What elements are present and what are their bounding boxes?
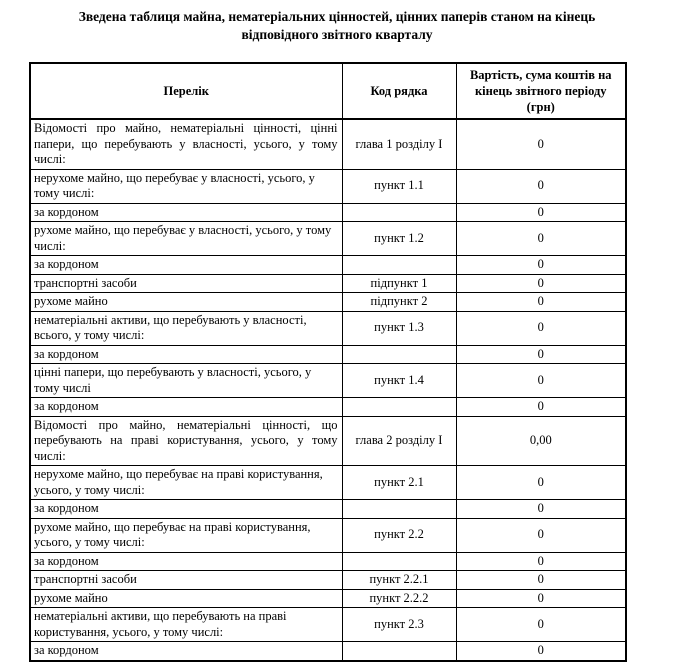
row-code	[342, 552, 456, 571]
row-code: глава 1 розділу I	[342, 119, 456, 169]
header-col-row-code: Код рядка	[342, 63, 456, 119]
row-label: транспортні засоби	[30, 274, 342, 293]
table-header-row	[30, 63, 626, 119]
row-code: пункт 2.2.1	[342, 571, 456, 590]
table-row	[30, 416, 626, 466]
row-code: пункт 2.1	[342, 466, 456, 500]
row-code: пункт 2.3	[342, 608, 456, 642]
row-label: рухоме майно	[30, 293, 342, 312]
table-row	[30, 345, 626, 364]
table-row	[30, 364, 626, 398]
row-label: нерухоме майно, що перебуває у власності, усього, у тому числі:	[30, 169, 342, 203]
header-col-value: Вартість, сума коштів на кінець звітного періоду (грн)	[456, 63, 626, 119]
row-label: транспортні засоби	[30, 571, 342, 590]
row-value: 0	[456, 364, 626, 398]
row-value: 0	[456, 500, 626, 519]
table-row	[30, 222, 626, 256]
table-row	[30, 293, 626, 312]
table-row	[30, 169, 626, 203]
table-row	[30, 311, 626, 345]
table-row	[30, 552, 626, 571]
row-value: 0	[456, 256, 626, 275]
row-value: 0	[456, 571, 626, 590]
table-row	[30, 589, 626, 608]
row-code	[342, 642, 456, 661]
row-value: 0	[456, 398, 626, 417]
row-value: 0	[456, 552, 626, 571]
row-value: 0	[456, 119, 626, 169]
row-value: 0	[456, 222, 626, 256]
row-code: пункт 1.1	[342, 169, 456, 203]
row-label: рухоме майно, що перебуває у власності, усього, у тому числі:	[30, 222, 342, 256]
row-code	[342, 345, 456, 364]
row-label: за кордоном	[30, 500, 342, 519]
table-row	[30, 571, 626, 590]
row-value: 0	[456, 608, 626, 642]
table-row	[30, 518, 626, 552]
row-label: за кордоном	[30, 256, 342, 275]
row-value: 0	[456, 466, 626, 500]
row-label: за кордоном	[30, 398, 342, 417]
row-label: нематеріальні активи, що перебувають у власності, всього, у тому числі:	[30, 311, 342, 345]
row-code	[342, 500, 456, 519]
table-body	[30, 119, 626, 661]
document-title-line2: відповідного звітного кварталу	[241, 27, 433, 43]
row-code: пункт 2.2.2	[342, 589, 456, 608]
table-row	[30, 398, 626, 417]
row-label: рухоме майно, що перебуває на праві користування, усього, у тому числі:	[30, 518, 342, 552]
row-code	[342, 203, 456, 222]
row-code: пункт 1.3	[342, 311, 456, 345]
row-label: рухоме майно	[30, 589, 342, 608]
row-code	[342, 256, 456, 275]
document-title	[0, 0, 674, 44]
table-row	[30, 500, 626, 519]
header-col-perelik: Перелік	[30, 63, 342, 119]
row-label: за кордоном	[30, 203, 342, 222]
row-value: 0,00	[456, 416, 626, 466]
row-label: Відомості про майно, нематеріальні цінності, цінні папери, що перебувають у власності, усього, у тому числі:	[30, 119, 342, 169]
table-row	[30, 203, 626, 222]
table-row	[30, 608, 626, 642]
row-value: 0	[456, 345, 626, 364]
row-label: за кордоном	[30, 552, 342, 571]
row-label: за кордоном	[30, 642, 342, 661]
document-title-line1: Зведена таблиця майна, нематеріальних цінностей, цінних паперів станом на кінець	[78, 9, 596, 24]
row-label: за кордоном	[30, 345, 342, 364]
row-value: 0	[456, 274, 626, 293]
row-code: підпункт 1	[342, 274, 456, 293]
row-code: пункт 1.2	[342, 222, 456, 256]
row-value: 0	[456, 293, 626, 312]
table-row	[30, 119, 626, 169]
table-row	[30, 466, 626, 500]
row-value: 0	[456, 311, 626, 345]
row-label: нерухоме майно, що перебуває на праві користування, усього, у тому числі:	[30, 466, 342, 500]
row-label: Відомості про майно, нематеріальні цінності, що перебувають на праві користування, усього, у тому числі:	[30, 416, 342, 466]
summary-table	[29, 62, 627, 662]
row-value: 0	[456, 642, 626, 661]
row-code	[342, 398, 456, 417]
row-code: глава 2 розділу I	[342, 416, 456, 466]
row-value: 0	[456, 203, 626, 222]
row-code: пункт 2.2	[342, 518, 456, 552]
table-row	[30, 274, 626, 293]
row-value: 0	[456, 518, 626, 552]
row-value: 0	[456, 589, 626, 608]
row-value: 0	[456, 169, 626, 203]
row-code: підпункт 2	[342, 293, 456, 312]
row-label: цінні папери, що перебувають у власності, усього, у тому числі	[30, 364, 342, 398]
table-row	[30, 256, 626, 275]
table-row	[30, 642, 626, 661]
row-label: нематеріальні активи, що перебувають на праві користування, усього, у тому числі:	[30, 608, 342, 642]
row-code: пункт 1.4	[342, 364, 456, 398]
